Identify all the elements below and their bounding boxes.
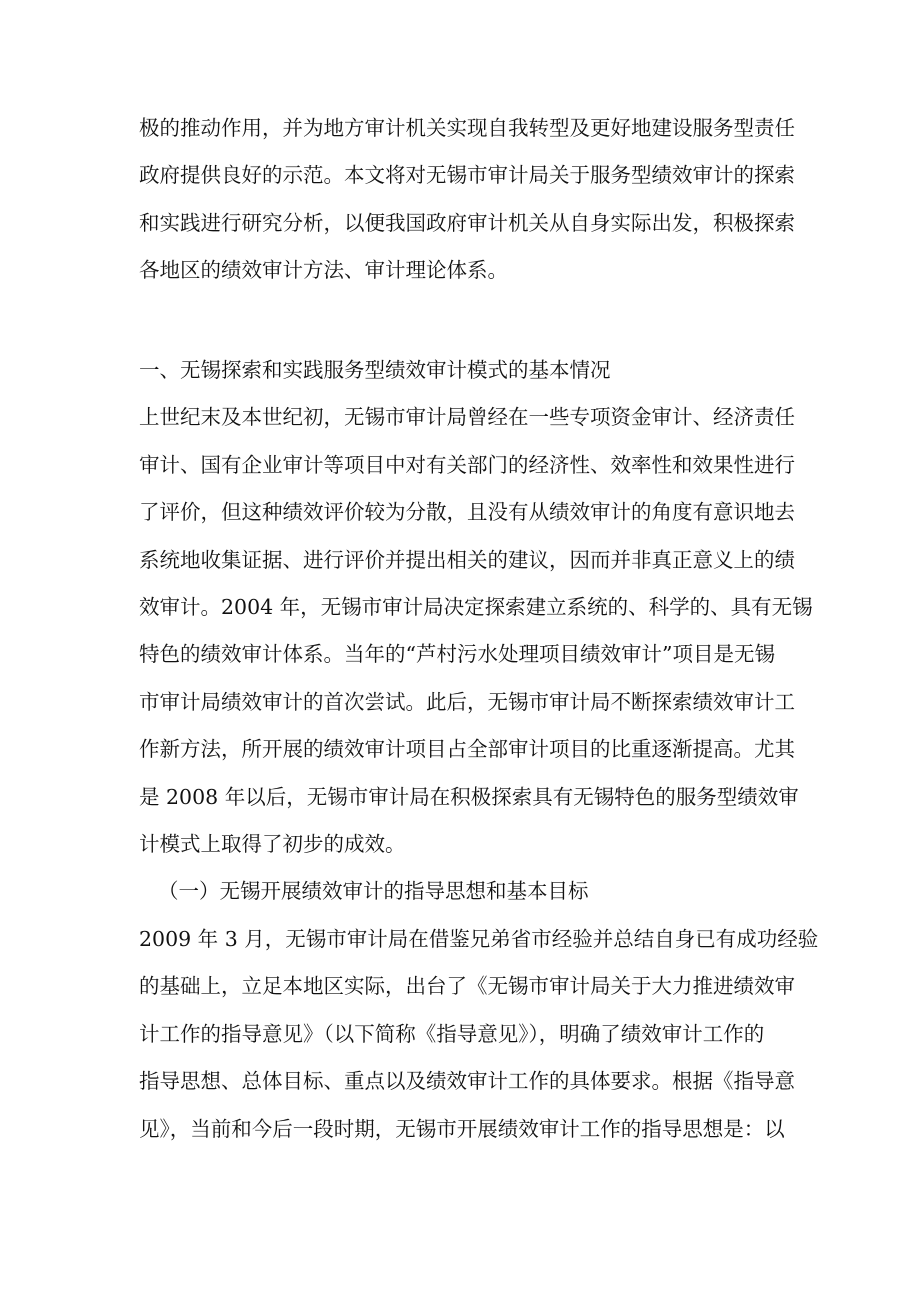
text-line: 计工作的指导意见》（以下简称《指导意见》），明确了绩效审计工作的 xyxy=(139,1021,765,1046)
text-line: 效审计。2004 年，无锡市审计局决定探索建立系统的、科学的、具有无锡 xyxy=(139,595,813,620)
text-line: 政府提供良好的示范。本文将对无锡市审计局关于服务型绩效审计的探索 xyxy=(139,163,795,188)
text-line: 审计、国有企业审计等项目中对有关部门的经济性、效率性和效果性进行 xyxy=(139,452,795,477)
text-line: 系统地收集证据、进行评价并提出相关的建议，因而并非真正意义上的绩 xyxy=(139,547,795,572)
text-line: 上世纪末及本世纪初，无锡市审计局曾经在一些专项资金审计、经济责任 xyxy=(139,405,795,430)
text-line: 极的推动作用，并为地方审计机关实现自我转型及更好地建设服务型责任 xyxy=(139,116,795,140)
text-line: 作新方法，所开展的绩效审计项目占全部审计项目的比重逐渐提高。尤其 xyxy=(139,737,795,762)
text-line: 各地区的绩效审计方法、审计理论体系。 xyxy=(139,258,508,283)
intro-paragraph xyxy=(139,105,795,295)
section-heading: 一、无锡探索和实践服务型绩效审计模式的基本情况 xyxy=(139,358,611,382)
text-line: 特色的绩效审计体系。当年的“芦村污水处理项目绩效审计”项目是无锡 xyxy=(139,642,775,667)
text-line: 了评价，但这种绩效评价较为分散，且没有从绩效审计的角度有意识地去 xyxy=(139,500,795,525)
text-line: 指导思想、总体目标、重点以及绩效审计工作的具体要求。根据《指导意 xyxy=(139,1069,795,1094)
text-line: 2009 年 3 月，无锡市审计局在借鉴兄弟省市经验并总结自身已有成功经验 xyxy=(139,926,819,951)
subsection-heading: （一）无锡开展绩效审计的指导思想和基本目标 xyxy=(158,879,589,904)
text-line: 的基础上，立足本地区实际，出台了《无锡市审计局关于大力推进绩效审 xyxy=(139,974,795,999)
text-line: 是 2008 年以后，无锡市审计局在积极探索具有无锡特色的服务型绩效审 xyxy=(139,784,799,809)
text-line: 和实践进行研究分析，以便我国政府审计机关从自身实际出发，积极探索 xyxy=(139,210,795,235)
section-one xyxy=(139,347,819,1153)
text-line: 计模式上取得了初步的成效。 xyxy=(139,832,406,857)
text-line: 见》，当前和今后一段时期，无锡市开展绩效审计工作的指导思想是：以 xyxy=(139,1116,785,1141)
text-line: 市审计局绩效审计的首次尝试。此后，无锡市审计局不断探索绩效审计工 xyxy=(139,689,795,714)
